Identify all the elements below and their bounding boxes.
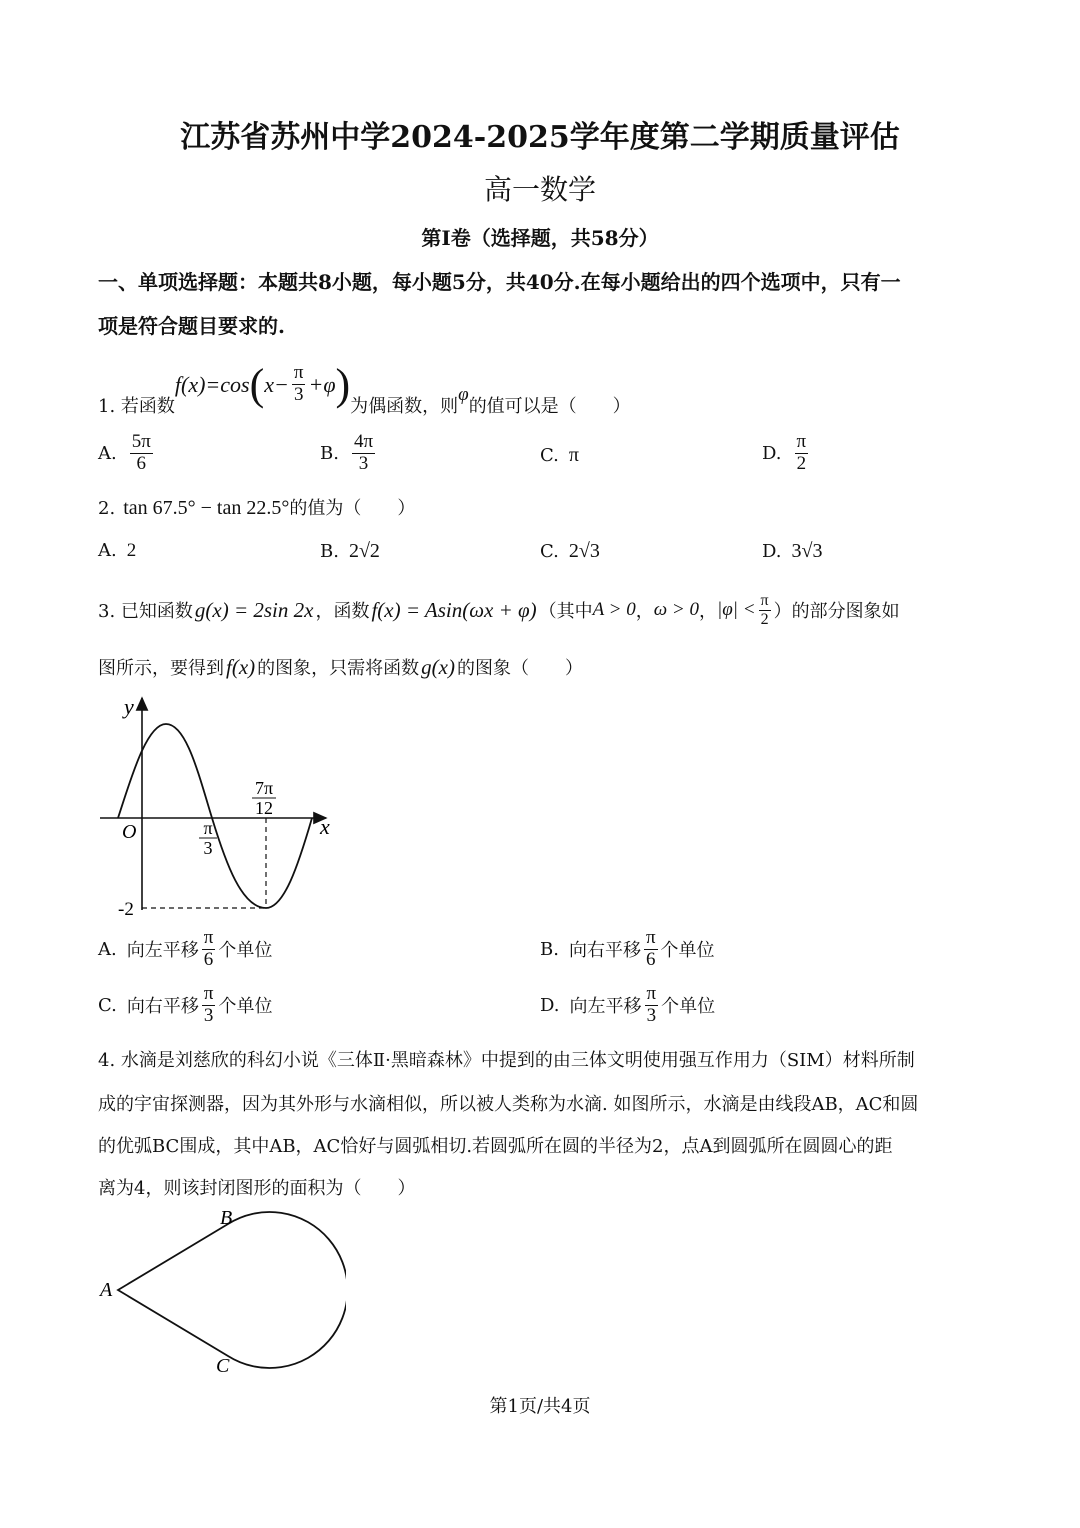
q1-paren-open: ( bbox=[249, 360, 265, 409]
q2-number: 2. bbox=[98, 498, 116, 519]
q3-cond-frac bbox=[759, 592, 771, 628]
q1-option-a-frac bbox=[130, 432, 153, 475]
q3-fx: f(x) bbox=[226, 654, 256, 679]
q2-option-d-label: D. bbox=[762, 541, 782, 562]
q2-option-c-text: 2√3 bbox=[568, 540, 600, 562]
q1-option-b[interactable] bbox=[320, 432, 378, 475]
q3-line2-c: 的图象（ ） bbox=[456, 658, 583, 679]
q1-expr-post: +φ bbox=[308, 371, 336, 397]
q3-text-b: ，函数 bbox=[315, 601, 370, 623]
q1-option-d-den: 2 bbox=[796, 452, 807, 474]
q1-phi: φ bbox=[458, 384, 469, 405]
q3-tick2-num: 7π bbox=[254, 778, 274, 798]
q1-expr-pre: x− bbox=[264, 371, 289, 397]
q3-min-label: -2 bbox=[118, 899, 134, 920]
q2-option-a[interactable] bbox=[98, 540, 136, 562]
q2-option-a-label: A. bbox=[98, 540, 117, 561]
q3-f-def: f(x) = Asin(ωx + φ) bbox=[371, 597, 537, 622]
q2-option-a-text: 2 bbox=[126, 540, 137, 561]
q2-tail: 的值为（ ） bbox=[289, 498, 416, 519]
q1-option-c[interactable] bbox=[540, 444, 579, 467]
q1-option-c-label: C. bbox=[540, 445, 559, 466]
q3-intro: 3. 已知函数 bbox=[98, 601, 193, 623]
q3-origin-label: O bbox=[122, 821, 137, 843]
q3-y-label: y bbox=[124, 694, 134, 719]
question-2 bbox=[98, 494, 415, 520]
q1-frac bbox=[292, 363, 306, 406]
q2-option-c-label: C. bbox=[540, 541, 559, 562]
q3-x-label: x bbox=[320, 814, 330, 839]
q3-option-b-num: π bbox=[645, 927, 656, 948]
q3-tick2-den: 12 bbox=[255, 798, 273, 818]
q3-option-d-pre: 向左平移 bbox=[569, 996, 642, 1018]
q3-option-c[interactable] bbox=[98, 984, 272, 1027]
q4-point-a: A bbox=[100, 1279, 113, 1301]
q4-point-b: B bbox=[220, 1207, 233, 1229]
q3-option-d-den: 3 bbox=[646, 1004, 657, 1026]
q3-option-a-pre: 向左平移 bbox=[126, 940, 199, 962]
section-intro-line1: 一、单项选择题：本题共8小题，每小题5分，共40分.在每小题给出的四个选项中，只有一 bbox=[98, 270, 901, 294]
q3-gx: g(x) bbox=[421, 654, 455, 679]
q4-point-c: C bbox=[216, 1355, 230, 1377]
question-3-line2 bbox=[98, 654, 583, 680]
q3-option-c-label: C. bbox=[98, 994, 117, 1016]
q1-option-b-num: 4π bbox=[353, 431, 374, 452]
q1-option-d-num: π bbox=[796, 431, 807, 452]
q1-tail: 为偶函数，则 bbox=[350, 396, 459, 417]
q3-option-c-frac bbox=[202, 984, 216, 1027]
question-3-line1: 3. 已知函数 g(x) = 2sin 2x ，函数 f(x) = Asin(ωx + φ) （其中 A > 0 ， ω > 0 ， |φ| < $\frac{\pi}{2}$ ）的部分图象如 bbox=[98, 592, 900, 628]
question-4-line4: 离为4，则该封闭图形的面积为（ ） bbox=[98, 1178, 416, 1199]
q1-option-b-den: 3 bbox=[358, 452, 369, 474]
q3-cond-a: A > 0 bbox=[592, 599, 636, 621]
q4-drop-outline bbox=[118, 1212, 346, 1368]
q2-option-b[interactable] bbox=[320, 540, 380, 563]
q3-text-c: （其中 bbox=[538, 601, 593, 623]
q3-option-b-label: B. bbox=[540, 938, 559, 960]
q2-option-b-text: 2√2 bbox=[348, 540, 380, 562]
q3-tick1-num: π bbox=[203, 818, 213, 838]
q4-waterdrop-figure bbox=[96, 1204, 346, 1380]
q3-option-a-post: 个单位 bbox=[218, 940, 273, 962]
question-4-line3: 的优弧BC围成，其中AB，AC恰好与圆弧相切.若圆弧所在圆的半径为2，点A到圆弧所在圆圆心的距 bbox=[98, 1136, 893, 1157]
q2-expr: tan 67.5° − tan 22.5° bbox=[123, 497, 290, 519]
exam-subject: 高一数学 bbox=[483, 173, 596, 206]
section-intro-line2: 项是符合题目要求的. bbox=[98, 314, 285, 338]
q1-option-a-label: A. bbox=[98, 442, 117, 464]
q1-option-d[interactable] bbox=[762, 432, 811, 475]
q3-option-b-pre: 向右平移 bbox=[568, 940, 641, 962]
q1-option-a-num: 5π bbox=[131, 431, 151, 452]
question-4-line1: 4. 水滴是刘慈欣的科幻小说《三体Ⅱ·黑暗森林》中提到的由三体文明使用强互作用力（SIM）材料所制 bbox=[98, 1050, 915, 1071]
q1-number: 1. 若函数 bbox=[98, 396, 175, 417]
q3-g-def: g(x) = 2sin 2x bbox=[194, 597, 314, 622]
q3-option-a[interactable] bbox=[98, 928, 272, 971]
page-footer: 第1页/共4页 bbox=[489, 1396, 591, 1417]
q3-option-b[interactable] bbox=[540, 928, 715, 971]
q3-option-d-post: 个单位 bbox=[661, 996, 716, 1018]
question-4-line2: 成的宇宙探测器，因为其外形与水滴相似，所以被人类称为水滴. 如图所示，水滴是由线段AB，AC和圆 bbox=[98, 1094, 919, 1115]
q3-option-b-den: 6 bbox=[646, 948, 656, 970]
q3-option-d-num: π bbox=[646, 983, 657, 1004]
q1-tail2: 的值可以是（ ） bbox=[468, 396, 631, 417]
q3-line2-a: 图所示，要得到 bbox=[98, 658, 224, 679]
q3-option-c-pre: 向右平移 bbox=[126, 996, 199, 1018]
q3-graph bbox=[100, 692, 350, 924]
q1-option-d-frac bbox=[795, 432, 809, 475]
q1-option-a-den: 6 bbox=[136, 452, 147, 474]
q1-option-b-label: B. bbox=[320, 442, 339, 464]
q1-option-c-text: π bbox=[568, 444, 579, 466]
q3-option-d-frac bbox=[645, 984, 659, 1027]
part-heading: 第I卷（选择题，共58分） bbox=[421, 226, 659, 250]
q3-cond-phi: |φ| < bbox=[717, 599, 756, 621]
q1-func: f(x)=cos bbox=[174, 371, 250, 397]
q2-option-d-text: 3√3 bbox=[791, 540, 823, 562]
q1-frac-den: 3 bbox=[293, 384, 304, 405]
q3-line2-b: 的图象，只需将函数 bbox=[257, 658, 420, 679]
q3-text-d: ）的部分图象如 bbox=[773, 601, 900, 623]
q3-sine-curve bbox=[118, 724, 312, 908]
q3-cond-frac-num: π bbox=[760, 592, 769, 609]
q3-option-d[interactable] bbox=[540, 984, 715, 1027]
q3-option-c-num: π bbox=[203, 983, 214, 1004]
q1-option-a[interactable] bbox=[98, 432, 156, 475]
q3-option-b-post: 个单位 bbox=[660, 940, 715, 962]
q2-option-c[interactable] bbox=[540, 540, 600, 563]
q3-option-c-den: 3 bbox=[203, 1004, 214, 1026]
q3-option-a-frac bbox=[202, 928, 216, 971]
q3-option-a-num: π bbox=[203, 927, 214, 948]
exam-title: 江苏省苏州中学2024-2025学年度第二学期质量评估 bbox=[180, 120, 900, 155]
q3-option-c-post: 个单位 bbox=[218, 996, 273, 1018]
q3-cond-omega: ω > 0 bbox=[653, 599, 700, 621]
q2-option-b-label: B. bbox=[320, 541, 339, 562]
q3-tick1-den: 3 bbox=[203, 838, 213, 858]
q1-paren-close: ) bbox=[335, 360, 351, 409]
q3-option-a-den: 6 bbox=[203, 948, 214, 970]
q2-option-d[interactable] bbox=[762, 540, 823, 563]
q3-cond-frac-den: 2 bbox=[760, 610, 769, 628]
q1-option-b-frac bbox=[352, 432, 375, 475]
question-1 bbox=[98, 352, 631, 424]
q1-option-d-label: D. bbox=[762, 442, 782, 464]
q3-option-a-label: A. bbox=[98, 938, 117, 960]
q3-option-d-label: D. bbox=[540, 994, 560, 1016]
q1-frac-num: π bbox=[293, 362, 304, 384]
q3-option-b-frac bbox=[644, 928, 658, 971]
